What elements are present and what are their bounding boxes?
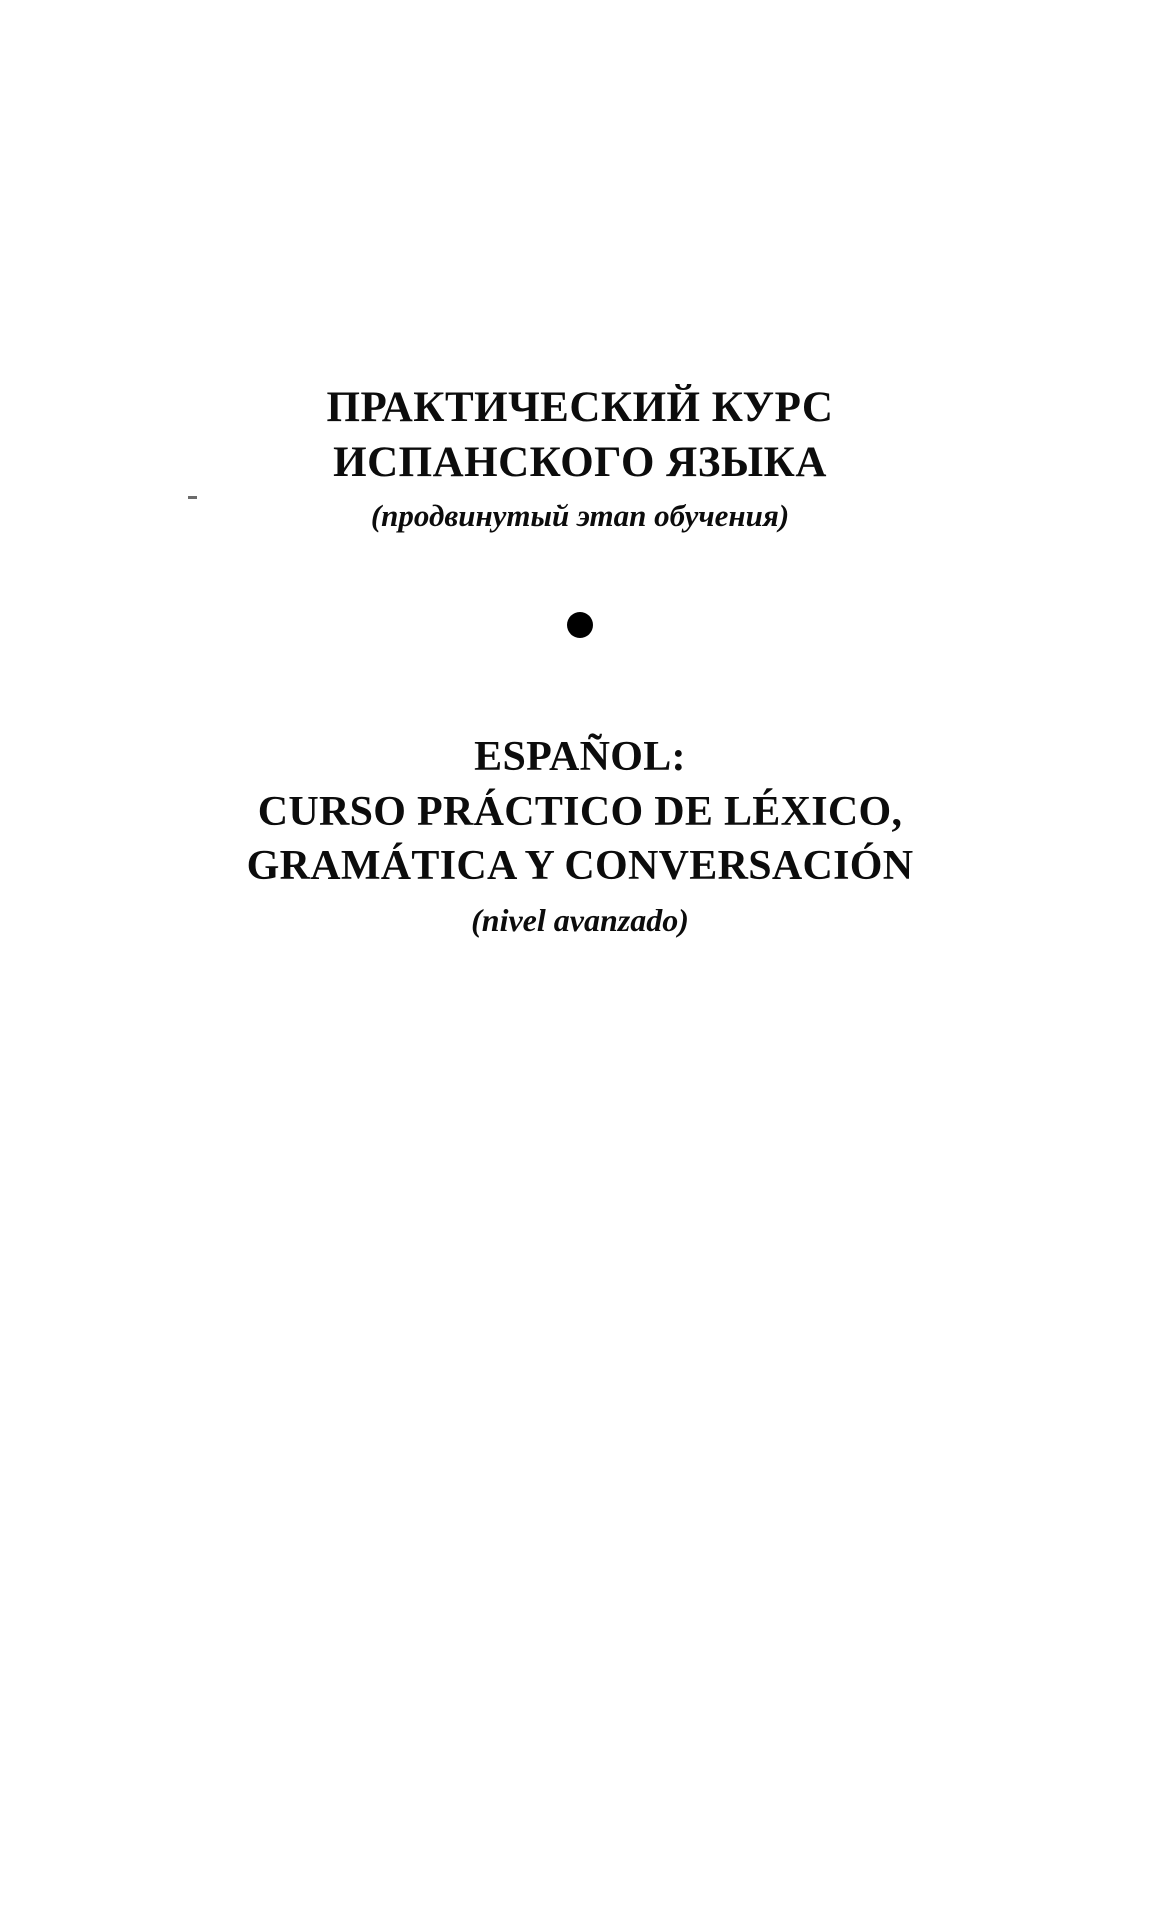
page-subtitle-russian: (продвинутый этап обучения)	[370, 498, 790, 534]
russian-title-block	[0, 380, 1160, 536]
page-title-line-1: ПРАКТИЧЕСКИЙ КУРС	[326, 384, 834, 431]
page-subtitle-spanish: (nivel avanzado)	[471, 901, 689, 938]
spanish-title-line-3: GRAMÁTICA Y CONVERSACIÓN	[246, 843, 914, 890]
spanish-title-line-2: CURSO PRÁCTICO DE LÉXICO,	[257, 788, 903, 835]
spanish-title-line-1: ESPAÑOL:	[474, 734, 686, 780]
divider-bullet	[0, 612, 1160, 638]
scan-artifact-mark	[188, 496, 197, 499]
bullet-dot-icon	[567, 612, 593, 638]
page-title-line-2: ИСПАНСКОГО ЯЗЫКА	[333, 439, 827, 487]
spanish-title-block	[0, 730, 1160, 941]
